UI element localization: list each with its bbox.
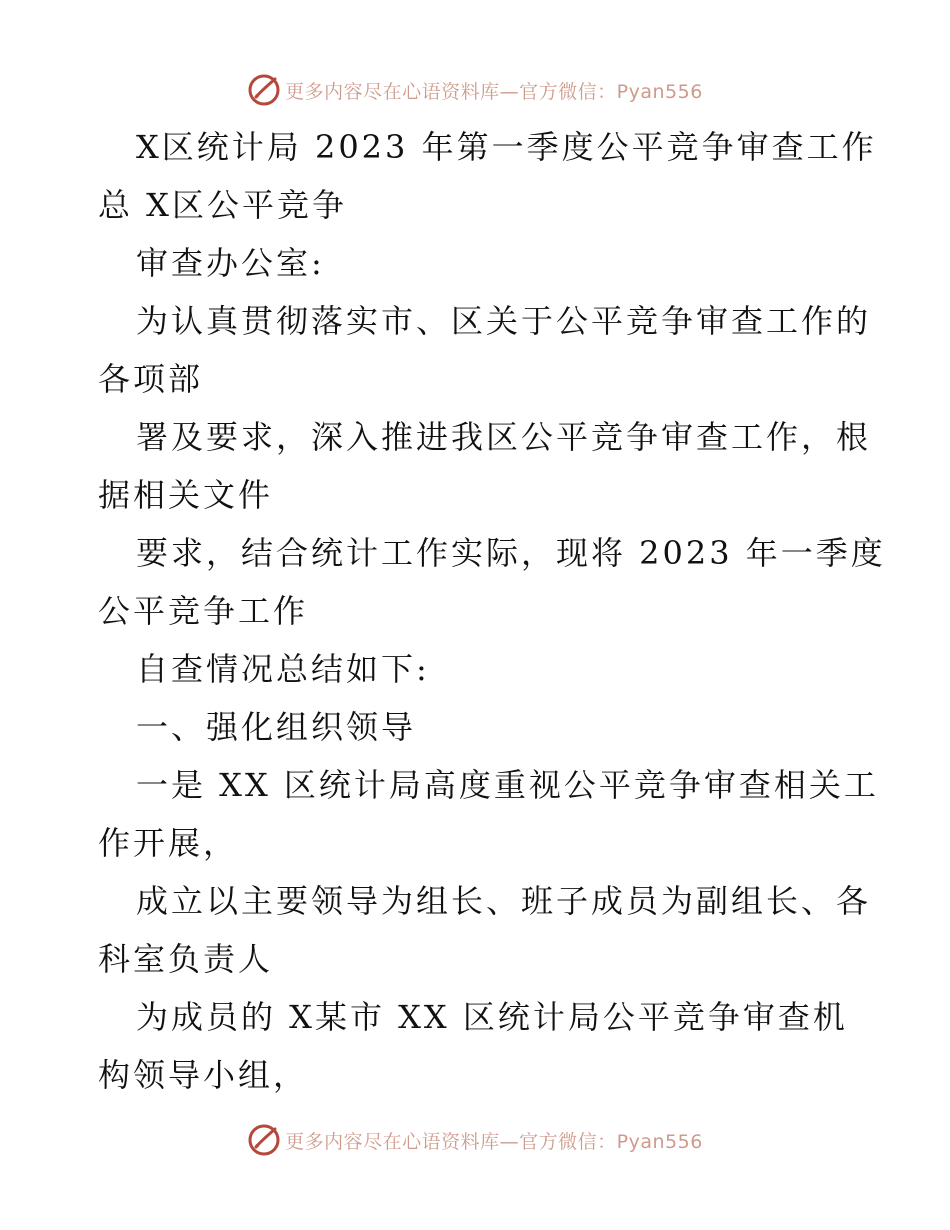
text-line: 据相关文件 [98, 476, 274, 514]
text-line: 公平竞争工作 [98, 592, 309, 630]
document-body [98, 118, 886, 1104]
text-line: 审查办公室: [136, 244, 325, 282]
text-line: 为认真贯彻落实市、区关于公平竞争审查工作的 [136, 302, 872, 340]
text-line: 科室负责人 [98, 940, 274, 978]
text-line: 各项部 [98, 360, 204, 398]
watermark-text: 更多内容尽在心语资料库—官方微信：Pyan556 [285, 1130, 703, 1153]
text-line: 一是 XX 区统计局高度重视公平竞争审查相关工 [136, 766, 879, 804]
watermark-text: 更多内容尽在心语资料库—官方微信：Pyan556 [285, 80, 703, 103]
text-line: 署及要求，深入推进我区公平竞争审查工作，根 [136, 418, 872, 456]
text-line: 自查情况总结如下: [136, 650, 430, 688]
text-line: 要求，结合统计工作实际，现将 2023 年一季度 [136, 534, 886, 572]
watermark-header [0, 70, 950, 110]
brush-logo-icon [247, 1123, 281, 1157]
text-line: 一、强化组织领导 [136, 708, 417, 746]
text-line: 成立以主要领导为组长、班子成员为副组长、各 [136, 882, 872, 920]
text-line: 总 X区公平竞争 [98, 186, 347, 224]
brush-logo-icon [247, 73, 281, 107]
text-line: 作开展， [98, 824, 239, 862]
text-line: X区统计局 2023 年第一季度公平竞争审查工作 [136, 128, 877, 166]
watermark-footer [0, 1120, 950, 1160]
text-line: 构领导小组， [98, 1056, 309, 1094]
text-line: 为成员的 X某市 XX 区统计局公平竞争审查机 [136, 998, 848, 1036]
